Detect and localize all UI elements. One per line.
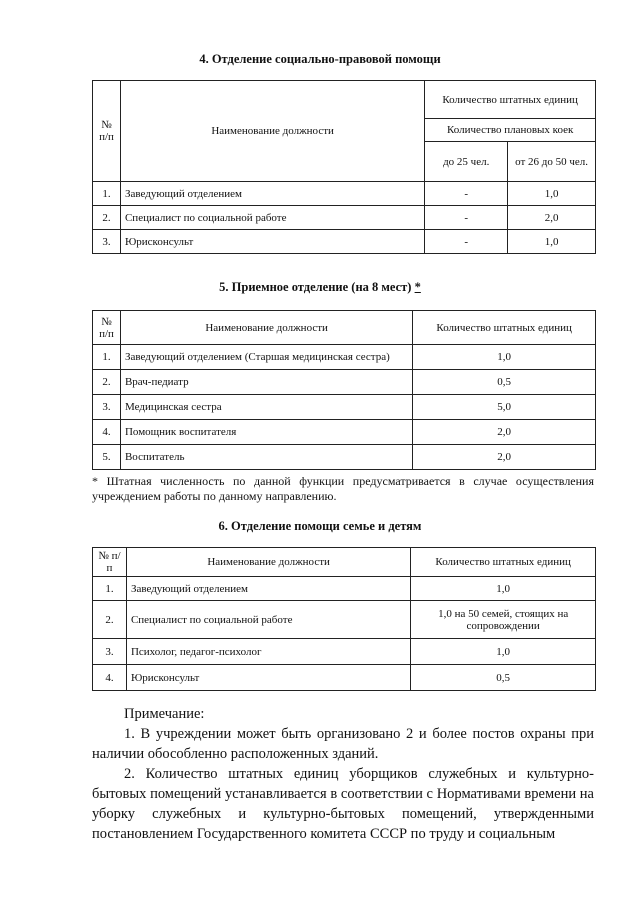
- row-number: 1.: [93, 577, 127, 601]
- row-position: Юрисконсульт: [120, 230, 424, 254]
- section-5-table: [92, 310, 596, 470]
- row-position: Заведующий отделением: [126, 577, 410, 601]
- header-staff-units: Количество штатных единиц: [413, 311, 596, 345]
- header-staff-units: Количество штатных единиц: [411, 548, 596, 577]
- row-value-a: -: [425, 206, 508, 230]
- note-paragraph-2: 2. Количество штатных единиц уборщиков служебных и культурно-бытовых помещений устанавливается в соответствии с Нормативами времени на уборку служебных и культурно-бытовых помещений, утвержденными постановлением Государственного комитета СССР по труду и социальным: [92, 766, 594, 842]
- row-number: 4.: [93, 665, 127, 691]
- header-sub-26-50: от 26 до 50 чел.: [508, 142, 596, 182]
- row-number: 3.: [93, 639, 127, 665]
- row-value-b: 1,0: [508, 182, 596, 206]
- row-value: 0,5: [411, 665, 596, 691]
- table-row: [93, 577, 596, 601]
- row-position: Специалист по социальной работе: [126, 601, 410, 639]
- row-position: Воспитатель: [120, 445, 412, 470]
- table-row: [93, 395, 596, 420]
- header-number: № п/п: [93, 311, 121, 345]
- footnote-mark: *: [414, 280, 421, 294]
- row-position: Помощник воспитателя: [120, 420, 412, 445]
- note-block: [92, 704, 594, 844]
- section-6-title: 6. Отделение помощи семье и детям: [218, 519, 422, 533]
- section-4-table: [92, 80, 596, 254]
- row-number: 2.: [93, 206, 121, 230]
- row-value: 1,0: [411, 639, 596, 665]
- section-4-title: 4. Отделение социально-правовой помощи: [199, 52, 441, 66]
- section-5-title-text: 5. Приемное отделение (на 8 мест): [219, 280, 412, 294]
- table-row: [93, 445, 596, 470]
- row-value: 1,0: [413, 345, 596, 370]
- row-number: 1.: [93, 182, 121, 206]
- row-number: 3.: [93, 395, 121, 420]
- table-row: [93, 601, 596, 639]
- note-title: Примечание:: [124, 706, 205, 722]
- row-number: 3.: [93, 230, 121, 254]
- row-value-a: -: [425, 230, 508, 254]
- table-row: [93, 345, 596, 370]
- header-number: № п/п: [93, 81, 121, 182]
- row-number: 5.: [93, 445, 121, 470]
- header-position: Наименование должности: [126, 548, 410, 577]
- row-value: 2,0: [413, 445, 596, 470]
- table-row: [93, 420, 596, 445]
- section-6-table: [92, 547, 596, 691]
- row-number: 1.: [93, 345, 121, 370]
- table-row: [93, 206, 596, 230]
- header-number: № п/п: [93, 548, 127, 577]
- header-sub-25: до 25 чел.: [425, 142, 508, 182]
- header-staff-units: Количество штатных единиц: [425, 81, 596, 119]
- row-value: 5,0: [413, 395, 596, 420]
- row-position: Врач-педиатр: [120, 370, 412, 395]
- row-value-b: 1,0: [508, 230, 596, 254]
- table-row: [93, 665, 596, 691]
- row-number: 2.: [93, 601, 127, 639]
- note-paragraph-1: 1. В учреждении может быть организовано 2 и более постов охраны при наличии обособленно расположенных зданий.: [92, 726, 594, 762]
- table-row: [93, 639, 596, 665]
- header-planned-beds: Количество плановых коек: [425, 119, 596, 142]
- table-row: [93, 370, 596, 395]
- header-position: Наименование должности: [120, 311, 412, 345]
- row-value: 1,0: [411, 577, 596, 601]
- row-position: Психолог, педагог-психолог: [126, 639, 410, 665]
- row-position: Медицинская сестра: [120, 395, 412, 420]
- row-value-b: 2,0: [508, 206, 596, 230]
- row-number: 4.: [93, 420, 121, 445]
- row-position: Заведующий отделением (Старшая медицинская сестра): [120, 345, 412, 370]
- section-5-title: [0, 280, 640, 295]
- row-value-a: -: [425, 182, 508, 206]
- table-row: [93, 230, 596, 254]
- table-row: [93, 182, 596, 206]
- row-value: 0,5: [413, 370, 596, 395]
- row-value: 1,0 на 50 семей, стоящих на сопровождении: [411, 601, 596, 639]
- row-position: Заведующий отделением: [120, 182, 424, 206]
- footnote-text: * Штатная численность по данной функции предусматривается в случае осуществления учреждением работы по данному направлению.: [92, 474, 594, 503]
- row-position: Специалист по социальной работе: [120, 206, 424, 230]
- row-position: Юрисконсульт: [126, 665, 410, 691]
- row-number: 2.: [93, 370, 121, 395]
- header-position: Наименование должности: [120, 81, 424, 182]
- row-value: 2,0: [413, 420, 596, 445]
